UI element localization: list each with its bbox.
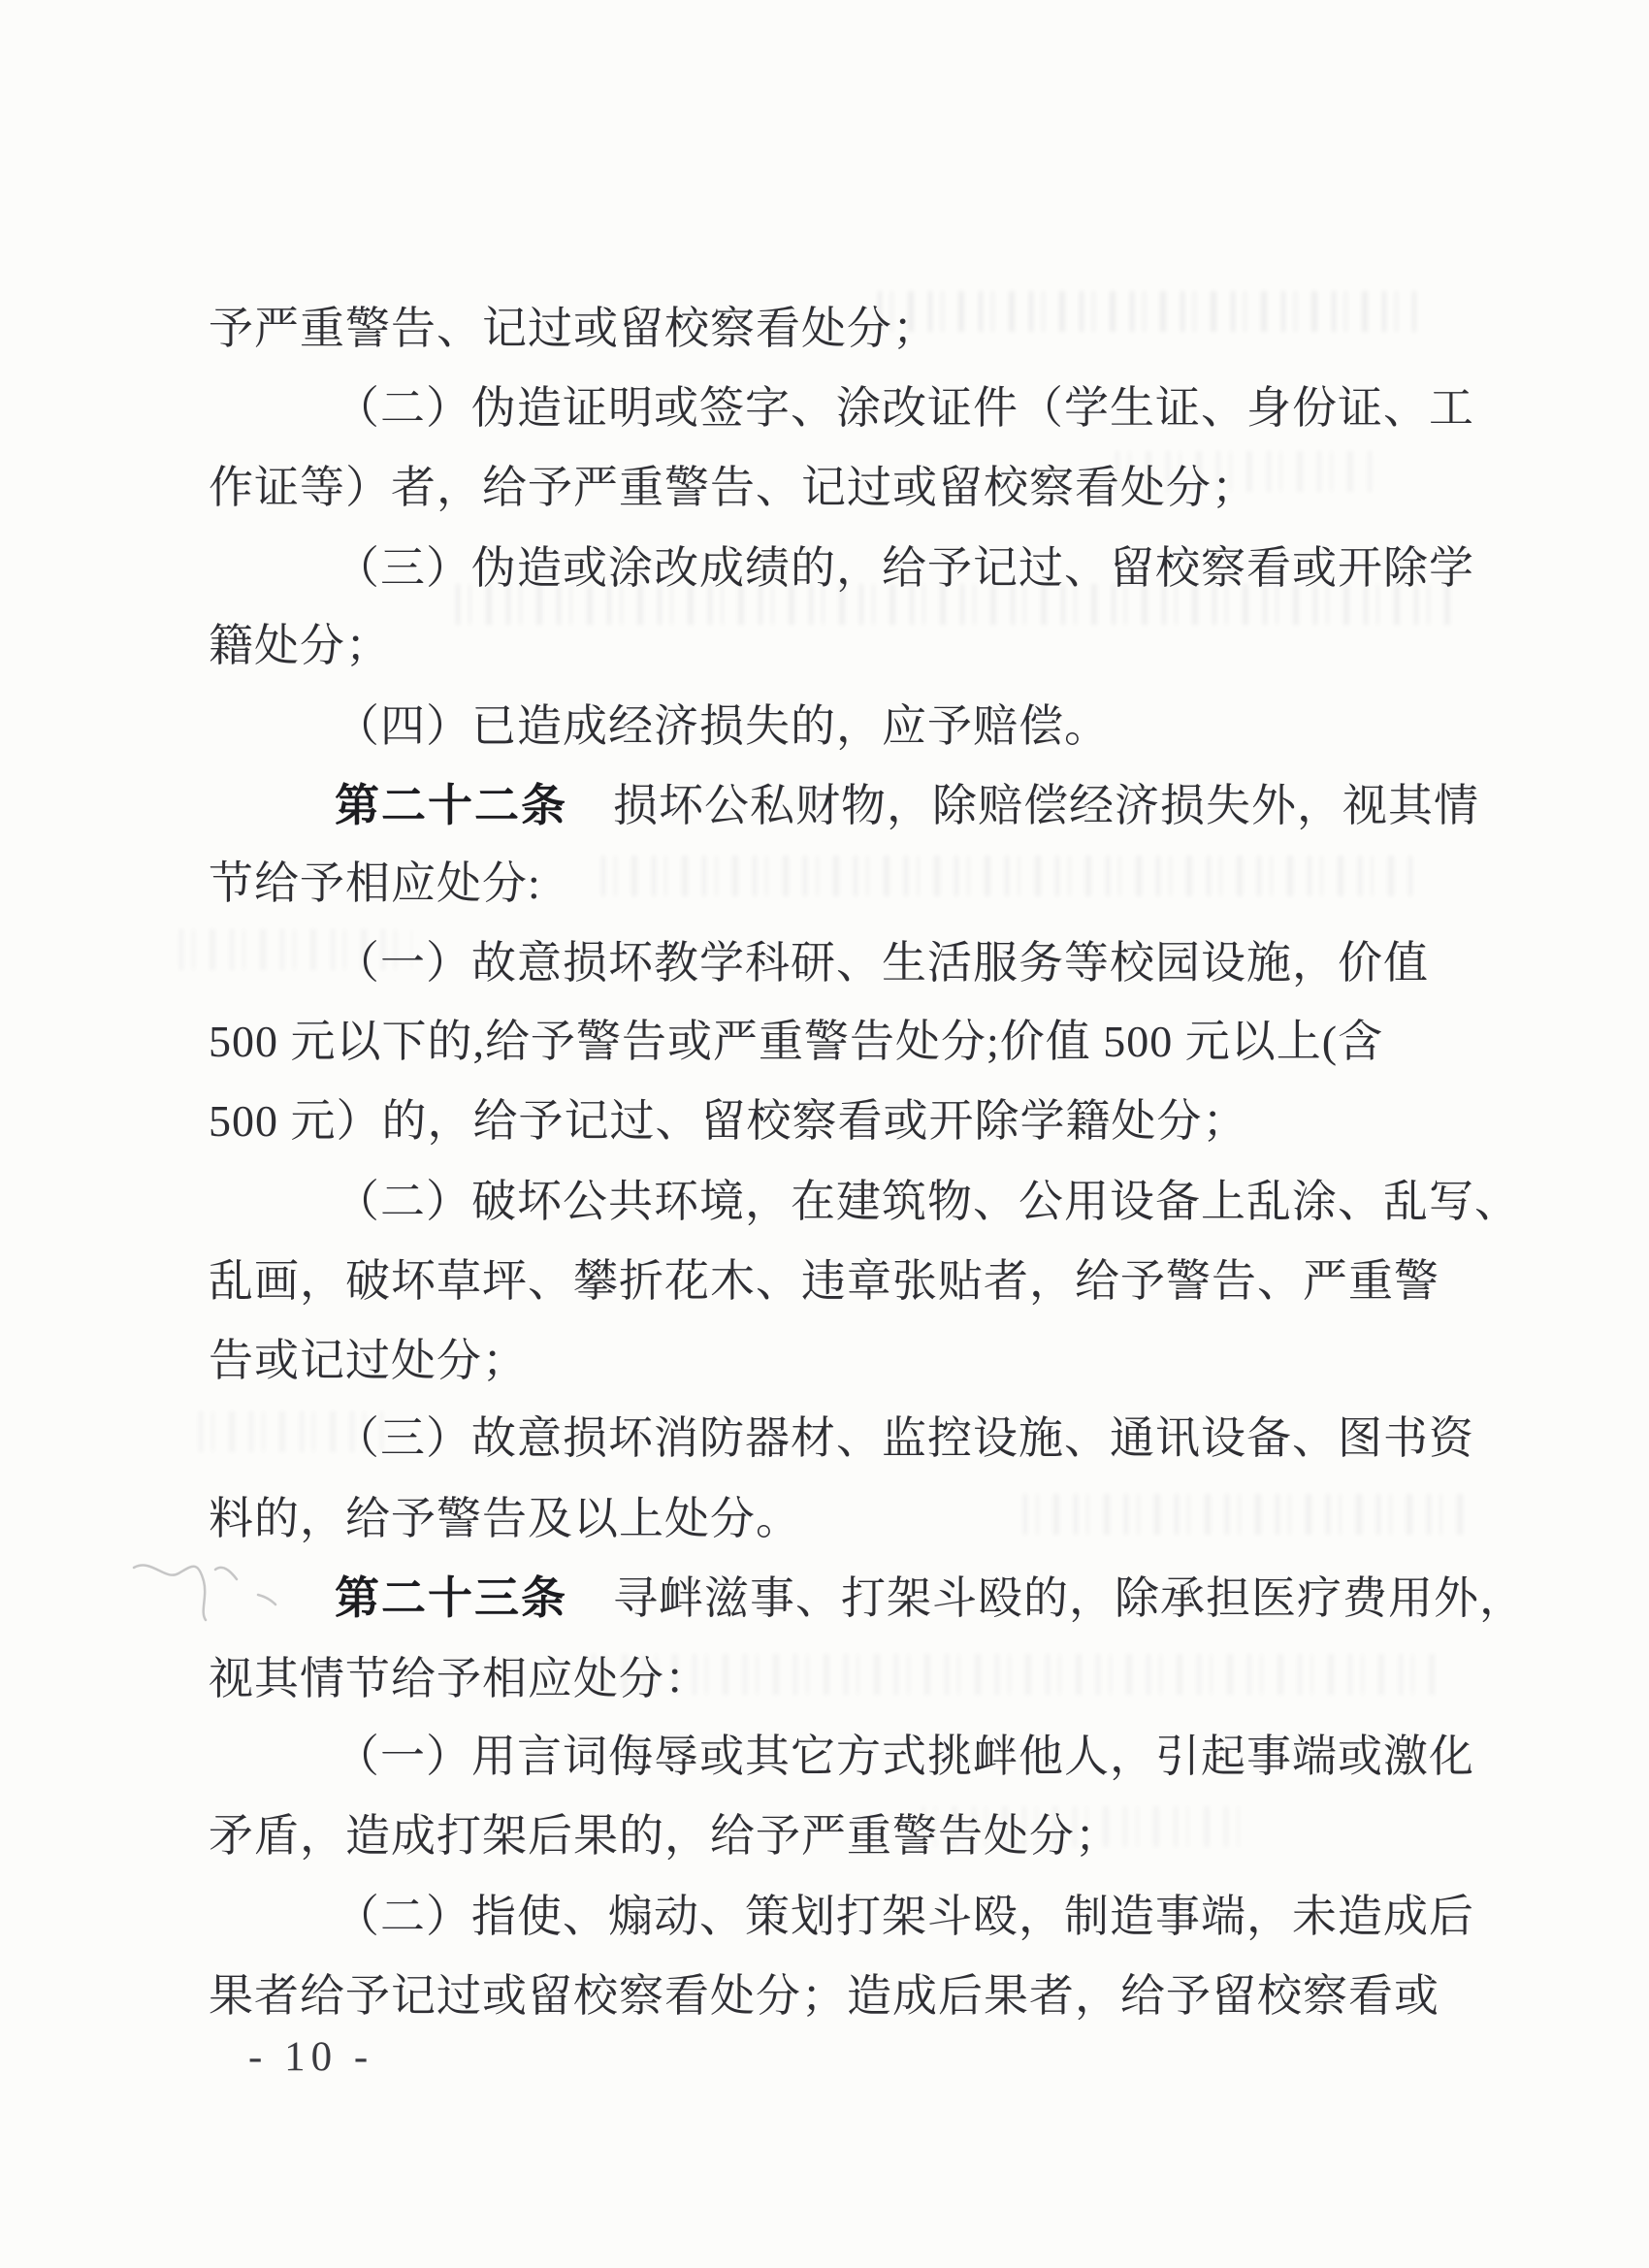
text-line: 第二十三条 寻衅滋事、打架斗殴的，除承担医疗费用外， (335, 1573, 1525, 1623)
text-line: 视其情节给予相应处分： (209, 1654, 710, 1703)
text-line: （一）故意损坏教学科研、生活服务等校园设施，价值 (335, 938, 1429, 988)
bleedthrough-artifact (456, 584, 1465, 625)
text-line: 作证等）者，给予严重警告、记过或留校察看处分； (209, 463, 1257, 512)
text-line: 予严重警告、记过或留校察看处分； (209, 304, 938, 353)
bleedthrough-artifact (1116, 451, 1377, 492)
bleedthrough-artifact (922, 1806, 1251, 1847)
text-line: （三）故意损坏消防器材、监控设施、通讯设备、图书资 (335, 1413, 1474, 1463)
text-line: 矛盾，造成打架后果的，给予严重警告处分； (209, 1811, 1120, 1861)
bleedthrough-artifact (601, 856, 1416, 896)
bleedthrough-artifact (199, 1411, 383, 1452)
text-line: 节给予相应处分: (209, 859, 541, 908)
bleedthrough-artifact (592, 1654, 1445, 1695)
bleedthrough-artifact (878, 291, 1416, 332)
article-number: 第二十三条 (335, 1573, 567, 1623)
text-line: （二）伪造证明或签字、涂改证件（学生证、身份证、工 (335, 383, 1474, 433)
article-number: 第二十二条 (335, 781, 567, 830)
text-line: 果者给予记过或留校察看处分；造成后果者，给予留校察看或 (209, 1971, 1439, 2021)
text-line: 告或记过处分； (209, 1336, 528, 1385)
text-line: （一）用言词侮辱或其它方式挑衅他人，引起事端或激化 (335, 1732, 1474, 1781)
text-line: 乱画，破坏草坪、攀折花木、违章张贴者，给予警告、严重警 (209, 1256, 1439, 1306)
text-line: 料的，给予警告及以上处分。 (209, 1494, 801, 1543)
bleedthrough-artifact (1023, 1494, 1470, 1535)
text-line: （三）伪造或涂改成绩的，给予记过、留校察看或开除学 (335, 543, 1474, 593)
text-line: （四）已造成经济损失的，应予赔偿。 (335, 701, 1110, 751)
bleedthrough-artifact (179, 929, 412, 970)
text-line: 500 元以下的,给予警告或严重警告处分;价值 500 元以上(含 (209, 1017, 1384, 1066)
page-number: - 10 - (248, 2034, 374, 2080)
text-line: （二）破坏公共环境，在建筑物、公用设备上乱涂、乱写、 (335, 1177, 1520, 1226)
text-line: 籍处分； (209, 621, 391, 670)
text-line: 第二十二条 损坏公私财物，除赔偿经济损失外，视其情 (335, 781, 1479, 830)
text-line: 500 元）的，给予记过、留校察看或开除学籍处分； (209, 1096, 1248, 1146)
pencil-mark (122, 1531, 287, 1637)
text-line: （二）指使、煽动、策划打架斗殴，制造事端，未造成后 (335, 1892, 1474, 1941)
